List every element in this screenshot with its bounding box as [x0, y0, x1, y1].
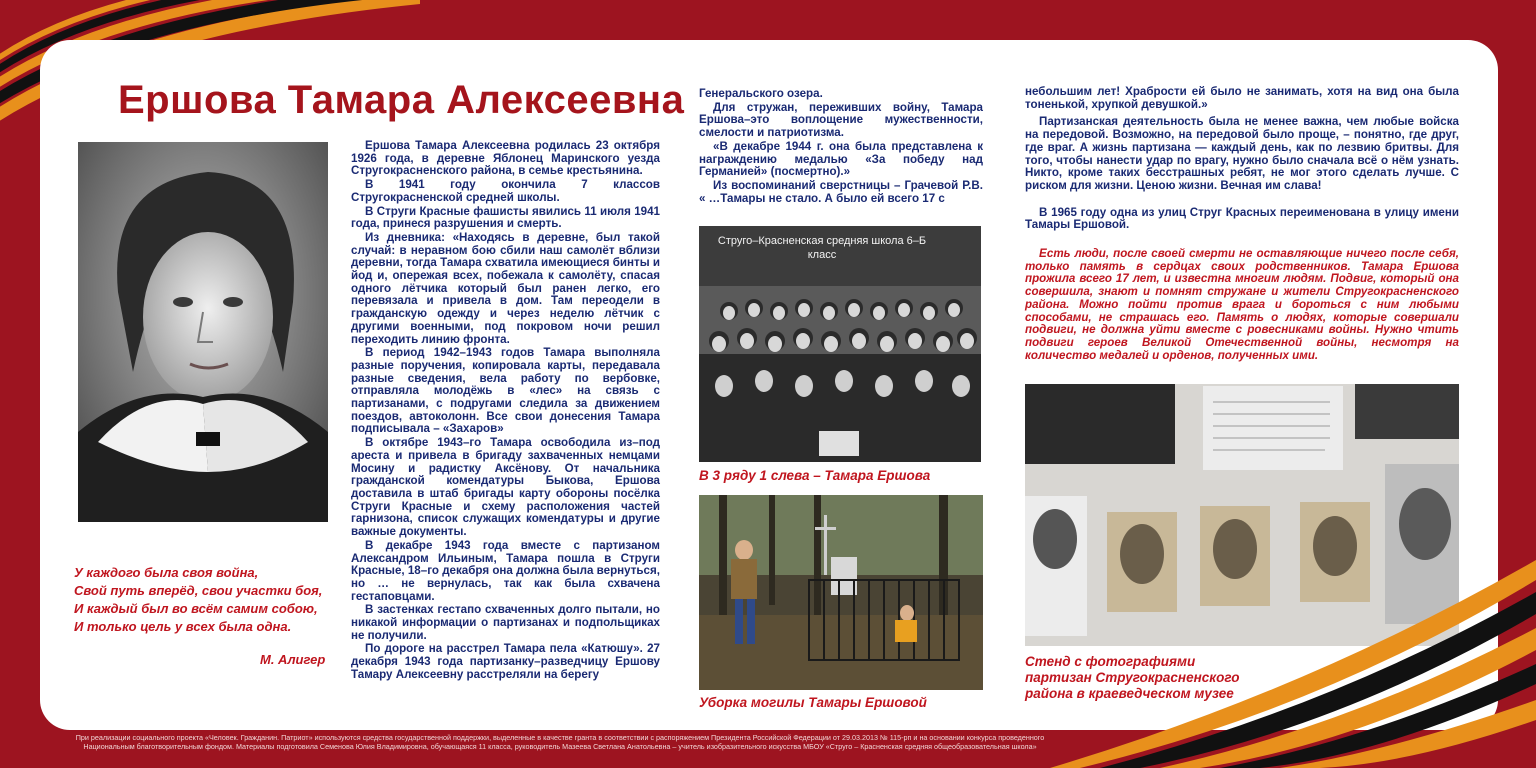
- biography-column-1: [351, 140, 660, 683]
- poem-author: М. Алигер: [260, 652, 326, 667]
- paragraph: небольшим лет! Храбрости ей было не занимать, хотя на вид она была тоненькой, хрупкой девушкой.»: [1025, 85, 1459, 111]
- poem-line: И только цель у всех была одна.: [74, 619, 292, 634]
- paragraph: В октябре 1943–го Тамара освободила из–под ареста и привела в бригаду захваченных немцами Мосину и радистку Аксёнову. От начальника гражданской комендатуры Быкова, Ершова доставила в штаб бригады карту обороны посёлка Струги Красные и схему расположения частей гарнизона, список служащих комендатуры и другие важные документы.: [351, 436, 660, 539]
- poem-line: И каждый был во всём самим собою,: [74, 601, 318, 616]
- grave-cleaning-photo: [699, 495, 983, 690]
- biography-column-2: [699, 88, 983, 206]
- memory-paragraph: Есть люди, после своей смерти не оставляющие ничего после себя, только память в сердцах своих родственников. Тамара Ершова прожила всего 17 лет, и известна многим людям. Подвиг, который она совершила, знают и помнят стружане и жители Стругокрасненского района. Можно пойти против врага и бороться с ним любыми способами, не страшась его. Память о людях, которые совершали подвиги, не должна уйти вместе с ровесниками войны. Нужно чтить подвиги героев Великой Отечественной войны, несмотря на количество медалей и орденов, полученных ими.: [1025, 247, 1459, 362]
- paragraph: Ершова Тамара Алексеевна родилась 23 октября 1926 года, в деревне Яблонец Маринского уезда Стругокрасненского района, в семье крестьянина.: [351, 139, 660, 178]
- paragraph: В застенках гестапо схваченных долго пытали, но никакой информации о партизанах и подпольщиках не получили.: [351, 603, 660, 642]
- class-photo-sign: Струго–Красненская средняя школа 6–Б класс: [717, 235, 927, 261]
- poem: [74, 564, 344, 636]
- museum-stand-caption: Стенд с фотографиями партизан Стругокрасненского района в краеведческом музее: [1025, 654, 1240, 701]
- paragraph: В 1941 году окончила 7 классов Стругокрасненской средней школы.: [351, 178, 660, 204]
- paragraph: В Струги Красные фашисты явились 11 июля 1941 года, принеся разрушения и смерть.: [351, 204, 660, 231]
- paragraph: По дороге на расстрел Тамара пела «Катюшу». 27 декабря 1943 года партизанку–разведчицу Ершову Тамару Алексеевну расстреляли на берегу: [351, 642, 660, 681]
- portrait-photo: [78, 142, 328, 522]
- class-photo: [699, 226, 981, 462]
- grave-photo-caption: Уборка могилы Тамары Ершовой: [699, 695, 927, 710]
- poem-line: Свой путь вперёд, свои участки боя,: [74, 583, 323, 598]
- paragraph: В период 1942–1943 годов Тамара выполняла разные поручения, копировала карты, передавала разные сведения, вела работу по вербовке, отправляла молодёжь в «лес» на связь с партизанами, с подругами следила за движением поездов, автоколонн. Все свои донесения Тамара подписывала – «Захаров»: [351, 346, 660, 436]
- poem-line: У каждого была своя война,: [74, 565, 259, 580]
- paragraph: Из воспоминаний сверстницы – Грачевой Р.В. « …Тамары не стало. А было ей всего 17 с: [699, 178, 983, 205]
- paragraph: В 1965 году одна из улиц Струг Красных переименована в улицу имени Тамары Ершовой.: [1025, 205, 1459, 232]
- funding-footnote: При реализации социального проекта «Человек. Гражданин. Патриот» используются средства государственной поддержки, выделенные в качестве гранта в соответствии с распоряжением Президента Российской Федерации от 29.03.2013 № 115-рп и на основании конкурса проведенного Национальным благотворительным фондом. Материалы подготовила Семенова Юлия Владимировна, обучающаяся 11 класса, руководитель Мазеева Светлана Анатольевна – учитель изобразительного искусства МБОУ «Струго – Красненская средняя общеобразовательная школа»: [75, 733, 1045, 751]
- paragraph: Генеральского озера.: [699, 87, 823, 100]
- class-photo-caption: В 3 ряду 1 слева – Тамара Ершова: [699, 468, 931, 483]
- biography-column-3: [1025, 86, 1459, 363]
- paragraph: Для стружан, переживших войну, Тамара Ершова–это воплощение мужественности, смелости и патриотизма.: [699, 100, 983, 140]
- paragraph: Из дневника: «Находясь в деревне, был такой случай: в неравном бою сбили наш самолёт вблизи деревни, тогда Тамара схватила имеющиеся бинты и йод и, опережая всех, побежала к самолёту, спасая одного лётчика который был ранен легко, его перевязала и привела в дом. Там переодели в гражданскую одежду и через неделю лётчик с другими военными, под покровом ночи решил переходить линию фронта.: [351, 230, 660, 346]
- paragraph: В декабре 1943 года вместе с партизаном Александром Ильиным, Тамара пошла в Струги Красные, 18–го декабря она должна была вернуться, но … не вернулась, так как была схвачена гестаповцами.: [351, 538, 660, 603]
- paragraph: Партизанская деятельность была не менее важна, чем любые войска на передовой. Возможно, на передовой было проще, – понятно, где друг, где враг. А жизнь партизана — каждый день, как по лезвию бритвы. Для того, чтобы нанести удар по врагу, нужно было сначала всё о нём узнать. Никто, кроме таких бесстрашных ребят, не мог этого сделать лучше. С риском для жизни. Ценою жизни. Вечная им слава!: [1025, 115, 1459, 192]
- paragraph: «В декабре 1944 г. она была представлена к награждению медалью «За победу над Германией» (посмертно).»: [699, 139, 983, 179]
- page-title: Ершова Тамара Алексеевна: [118, 78, 685, 122]
- st-george-ribbon-bottom-right: [1050, 540, 1536, 768]
